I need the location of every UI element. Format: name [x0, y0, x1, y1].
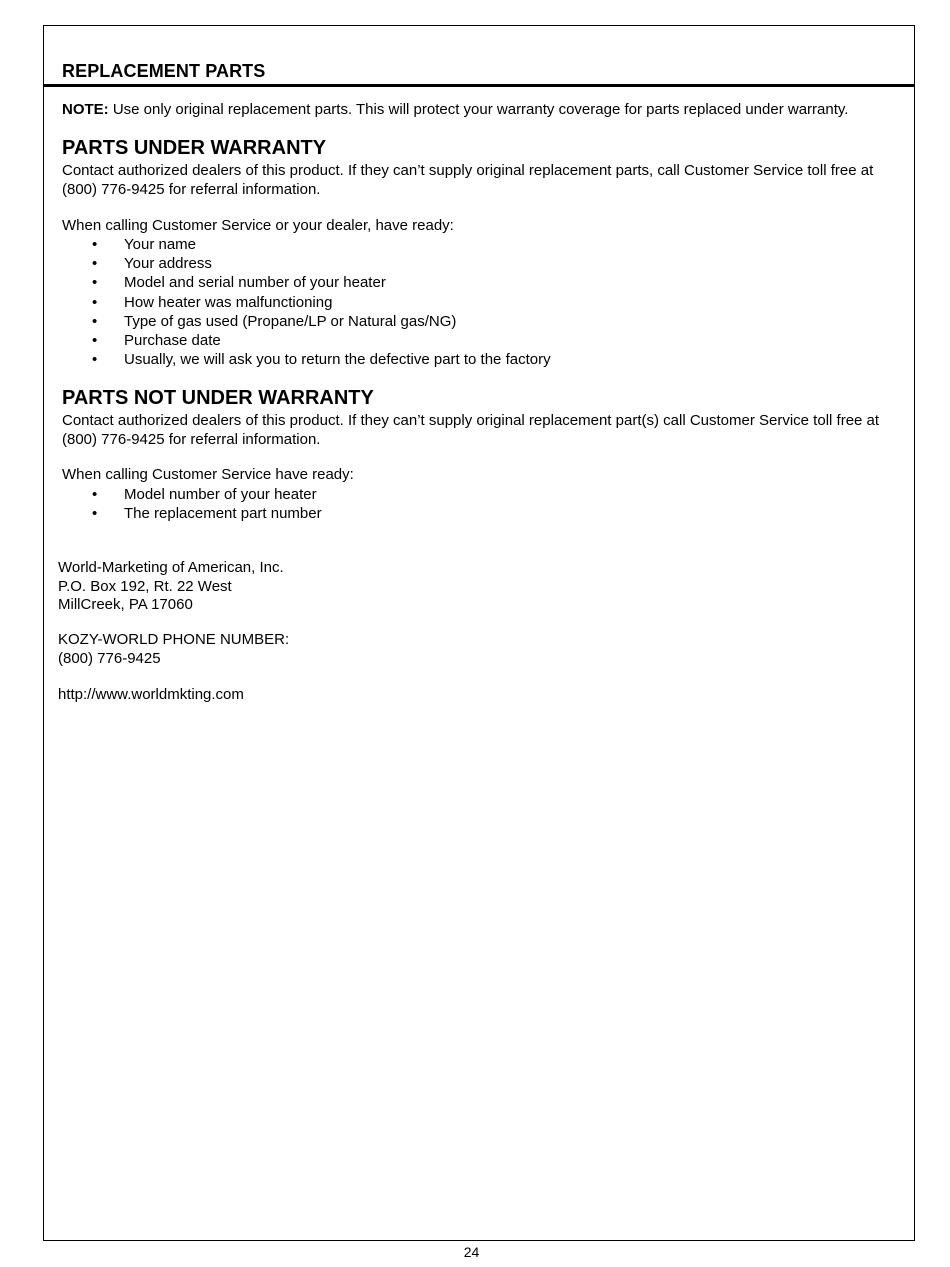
list-item-text: How heater was malfunctioning	[124, 293, 333, 311]
warranty-checklist	[62, 235, 551, 369]
list-item-text: Usually, we will ask you to return the defective part to the factory	[124, 351, 551, 369]
website-link[interactable]: http://www.worldmkting.com	[58, 686, 244, 703]
warranty-heading: PARTS UNDER WARRANTY	[62, 137, 327, 159]
list-item	[62, 235, 551, 254]
list-item	[62, 331, 551, 350]
list-item-text: Your address	[124, 255, 212, 273]
page-title: REPLACEMENT PARTS	[62, 61, 266, 81]
non-warranty-paragraph: Contact authorized dealers of this product. If they can’t supply original replacement part(s) call Customer Service toll free at (800) 776-9425 for referral information.	[62, 412, 880, 448]
company-address	[58, 559, 284, 615]
phone-number: (800) 776-9425	[58, 649, 161, 667]
bullet-icon: •	[92, 312, 98, 330]
title-divider	[44, 84, 915, 87]
bullet-icon: •	[92, 331, 98, 349]
list-item	[62, 254, 551, 273]
address-line-2: MillCreek, PA 17060	[58, 596, 193, 613]
note-text: Use only original replacement parts. This will protect your warranty coverage for parts replaced under warranty.	[108, 101, 849, 118]
list-item-text: The replacement part number	[124, 505, 322, 523]
list-item-text: Your name	[124, 236, 196, 253]
company-name: World-Marketing of American, Inc.	[58, 559, 284, 576]
non-warranty-intro: When calling Customer Service have ready:	[62, 466, 354, 483]
list-item	[62, 273, 551, 292]
bullet-icon: •	[92, 274, 98, 292]
bullet-icon: •	[92, 505, 98, 523]
non-warranty-checklist	[62, 485, 322, 523]
address-line-1: P.O. Box 192, Rt. 22 West	[58, 577, 232, 595]
list-item-text: Model number of your heater	[124, 486, 317, 503]
warranty-paragraph: Contact authorized dealers of this product. If they can’t supply original replacement parts, call Customer Service toll free at (800) 776-9425 for referral information.	[62, 162, 874, 198]
list-item	[62, 504, 322, 523]
list-item-text: Purchase date	[124, 331, 221, 349]
list-item	[62, 312, 551, 331]
note-label: NOTE:	[62, 101, 109, 118]
list-item-text: Model and serial number of your heater	[124, 274, 386, 292]
list-item	[62, 350, 551, 369]
bullet-icon: •	[92, 236, 98, 253]
list-item-text: Type of gas used (Propane/LP or Natural gas/NG)	[124, 312, 457, 330]
bullet-icon: •	[92, 486, 98, 503]
non-warranty-heading: PARTS NOT UNDER WARRANTY	[62, 387, 374, 409]
note-paragraph	[62, 101, 912, 119]
phone-label: KOZY-WORLD PHONE NUMBER:	[58, 631, 290, 648]
list-item	[62, 485, 322, 504]
bullet-icon: •	[92, 255, 98, 273]
phone-block	[58, 631, 289, 668]
bullet-icon: •	[92, 351, 98, 369]
bullet-icon: •	[92, 293, 98, 311]
page-number: 24	[463, 1244, 480, 1260]
list-item	[62, 293, 551, 312]
warranty-intro: When calling Customer Service or your dealer, have ready:	[62, 217, 454, 234]
